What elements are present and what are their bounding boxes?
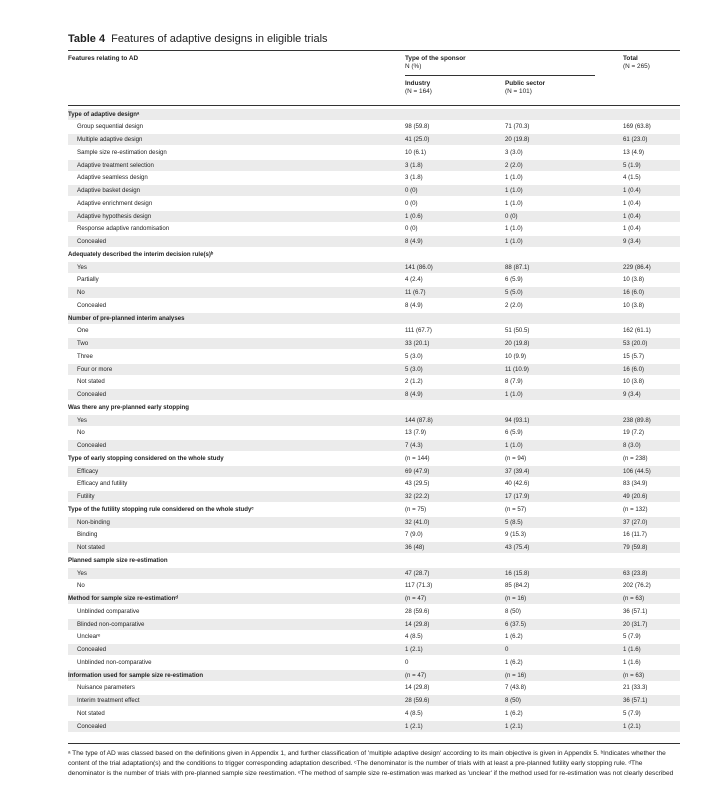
public-cell: 1 (6.2) <box>505 633 523 641</box>
public-cell: 6 (37.5) <box>505 620 527 628</box>
public-cell: 0 <box>505 646 509 653</box>
table-row <box>68 160 680 171</box>
section-label: Type of the futility stopping rule considered on the whole studyᶜ <box>68 505 254 513</box>
row-label: No <box>77 289 85 296</box>
top-rule <box>68 50 680 51</box>
table-row <box>68 478 680 489</box>
total-cell: 5 (7.9) <box>623 709 641 717</box>
table-row <box>68 376 680 387</box>
total-cell: 53 (20.0) <box>623 340 648 347</box>
public-cell: 20 (19.8) <box>505 340 530 347</box>
row-label: Binding <box>77 531 98 539</box>
total-cell: 63 (23.8) <box>623 569 648 577</box>
industry-cell: 0 <box>405 658 409 666</box>
public-cell: 37 (39.4) <box>505 467 530 475</box>
section-row <box>68 555 680 566</box>
total-cell: 5 (7.9) <box>623 633 641 641</box>
row-label: Not stated <box>77 544 105 551</box>
row-label: Nuisance parameters <box>77 684 135 692</box>
public-cell: 8 (50) <box>505 607 521 615</box>
industry-cell: 3 (1.8) <box>405 174 423 182</box>
table-row <box>68 466 680 477</box>
row-label: Not stated <box>77 709 105 717</box>
total-cell: 1 (0.4) <box>623 199 641 207</box>
industry-cell: 4 (2.4) <box>405 276 423 284</box>
row-label: Efficacy <box>77 467 99 475</box>
table-row <box>68 262 680 273</box>
industry-cell: 0 (0) <box>405 225 418 233</box>
table-row <box>68 198 680 209</box>
industry-cell: 144 (87.8) <box>405 416 433 424</box>
industry-cell: 5 (3.0) <box>405 352 423 360</box>
row-label: No <box>77 582 85 590</box>
total-cell: 37 (27.0) <box>623 518 648 526</box>
row-label: Blinded non-comparative <box>77 620 145 628</box>
table-row <box>68 300 680 311</box>
bottom-rule <box>68 743 680 744</box>
industry-cell: (n = 144) <box>405 454 430 462</box>
total-cell: 238 (89.8) <box>623 416 651 424</box>
public-cell: 94 (93.1) <box>505 416 530 424</box>
public-cell: 1 (1.0) <box>505 442 523 449</box>
table-row <box>68 606 680 617</box>
industry-cell: 7 (4.3) <box>405 442 423 449</box>
table-row <box>68 287 680 298</box>
table-row <box>68 542 680 553</box>
industry-cell: 8 (4.9) <box>405 301 423 309</box>
public-cell: 1 (1.0) <box>505 187 523 194</box>
public-cell: 6 (5.9) <box>505 429 523 437</box>
table-row <box>68 440 680 451</box>
public-cell: 16 (15.8) <box>505 569 530 577</box>
header-public: Public sector (N = 101) <box>505 80 546 95</box>
industry-cell: 32 (41.0) <box>405 518 430 526</box>
total-cell: 16 (6.0) <box>623 289 645 296</box>
total-cell: 1 (1.6) <box>623 658 641 666</box>
table-row <box>68 134 680 145</box>
industry-cell: 8 (4.9) <box>405 391 423 398</box>
total-cell: 106 (44.5) <box>623 467 651 475</box>
table-row <box>68 644 680 655</box>
public-cell: (n = 16) <box>505 595 527 602</box>
industry-cell: 0 (0) <box>405 187 418 194</box>
industry-cell: 1 (0.6) <box>405 212 423 220</box>
public-cell: 5 (8.5) <box>505 518 523 526</box>
total-cell: 1 (0.4) <box>623 187 641 194</box>
public-cell: 7 (43.8) <box>505 684 527 692</box>
industry-cell: 33 (20.1) <box>405 340 430 347</box>
industry-cell: (n = 75) <box>405 505 427 513</box>
table-row <box>68 657 680 668</box>
section-label: Number of pre-planned interim analyses <box>68 314 185 322</box>
table-row <box>68 580 680 591</box>
section-label: Was there any pre-planned early stopping <box>68 403 189 411</box>
public-cell: 0 (0) <box>505 212 518 220</box>
total-cell: 162 (61.1) <box>623 327 651 335</box>
total-cell: 36 (57.1) <box>623 697 648 704</box>
public-cell: 1 (2.1) <box>505 722 523 730</box>
row-label: Adaptive basket design <box>77 187 141 194</box>
row-label: Not stated <box>77 378 105 386</box>
row-label: Adaptive seamless design <box>77 174 148 182</box>
table-row <box>68 631 680 642</box>
row-label: Adaptive treatment selection <box>77 161 154 169</box>
table-row <box>68 274 680 285</box>
section-row <box>68 313 680 324</box>
section-label: Information used for sample size re-estimation <box>68 671 204 679</box>
total-cell: 9 (3.4) <box>623 391 641 398</box>
industry-cell: 1 (2.1) <box>405 722 423 730</box>
industry-cell: 141 (86.0) <box>405 263 433 271</box>
table-caption <box>68 33 328 45</box>
table-title: Features of adaptive designs in eligible trials <box>111 33 328 45</box>
table-row <box>68 147 680 158</box>
section-label: Type of adaptive designᵃ <box>68 110 140 118</box>
total-cell: 49 (20.6) <box>623 493 648 500</box>
table-row <box>68 491 680 502</box>
header-sponsor: Type of the sponsor N (%) <box>405 55 466 70</box>
industry-cell: 5 (3.0) <box>405 365 423 373</box>
row-label: Sample size re-estimation design <box>77 148 167 156</box>
total-cell: 19 (7.2) <box>623 429 645 437</box>
public-cell: (n = 57) <box>505 505 527 513</box>
public-cell: 1 (1.0) <box>505 225 523 233</box>
industry-cell: 4 (8.5) <box>405 709 423 717</box>
header-industry: Industry (N = 164) <box>405 80 432 95</box>
industry-cell: 98 (59.8) <box>405 123 430 131</box>
public-cell: 88 (87.1) <box>505 263 530 271</box>
public-cell: 1 (1.0) <box>505 238 523 245</box>
table-row <box>68 325 680 336</box>
row-label: Concealed <box>77 442 107 449</box>
table-row <box>68 529 680 540</box>
public-cell: 85 (84.2) <box>505 582 530 590</box>
row-label: Concealed <box>77 646 107 653</box>
row-label: Non-binding <box>77 518 110 526</box>
industry-cell: 43 (29.5) <box>405 480 430 488</box>
total-cell: 36 (57.1) <box>623 607 648 615</box>
public-cell: 3 (3.0) <box>505 148 523 156</box>
public-cell: 8 (50) <box>505 697 521 704</box>
row-label: Two <box>77 340 89 347</box>
industry-cell: 111 (67.7) <box>405 327 432 335</box>
public-cell: 1 (6.2) <box>505 709 523 717</box>
row-label: Adaptive hypothesis design <box>77 212 152 220</box>
table-row <box>68 223 680 234</box>
public-cell: 1 (6.2) <box>505 658 523 666</box>
total-cell: (n = 63) <box>623 595 645 602</box>
industry-cell: 4 (8.5) <box>405 633 423 641</box>
row-label: Concealed <box>77 301 107 309</box>
public-cell: 51 (50.5) <box>505 327 530 335</box>
row-label: Concealed <box>77 391 107 398</box>
section-row <box>68 670 680 681</box>
sponsor-rule <box>405 75 595 76</box>
row-label: Efficacy and futility <box>77 480 128 488</box>
table-row <box>68 568 680 579</box>
table-row <box>68 338 680 349</box>
row-label: No <box>77 429 85 437</box>
industry-cell: 32 (22.2) <box>405 493 430 500</box>
total-cell: 16 (11.7) <box>623 531 647 539</box>
table-row <box>68 427 680 438</box>
public-cell: 17 (17.9) <box>505 493 530 500</box>
row-label: Partially <box>77 276 99 284</box>
public-cell: 71 (70.3) <box>505 123 530 131</box>
row-label: Concealed <box>77 722 107 730</box>
public-cell: 5 (5.0) <box>505 289 523 296</box>
header-features: Features relating to AD <box>68 55 139 62</box>
table-row <box>68 708 680 719</box>
industry-cell: 8 (4.9) <box>405 238 423 245</box>
section-label: Adequately described the interim decision rule(s)ᵇ <box>68 250 214 258</box>
industry-cell: 11 (6.7) <box>405 289 426 296</box>
total-cell: 15 (5.7) <box>623 352 645 360</box>
table-row <box>68 236 680 247</box>
public-cell: 2 (2.0) <box>505 161 523 169</box>
industry-cell: 47 (28.7) <box>405 569 430 577</box>
total-cell: 10 (3.8) <box>623 301 645 309</box>
table-row <box>68 682 680 693</box>
row-label: Concealed <box>77 238 107 245</box>
table-row <box>68 172 680 183</box>
row-label: Futility <box>77 493 95 500</box>
section-label: Planned sample size re-estimation <box>68 556 168 564</box>
industry-cell: 14 (29.8) <box>405 684 430 692</box>
total-cell: 9 (3.4) <box>623 238 641 245</box>
row-label: Adaptive enrichment design <box>77 199 153 207</box>
industry-cell: (n = 47) <box>405 671 427 679</box>
public-cell: 9 (15.3) <box>505 531 527 539</box>
header-rule <box>68 105 680 106</box>
row-label: Group sequential design <box>77 123 144 131</box>
table-row <box>68 211 680 222</box>
row-label: Yes <box>77 263 87 271</box>
public-cell: 1 (1.0) <box>505 391 523 398</box>
total-cell: 5 (1.9) <box>623 161 641 169</box>
total-cell: (n = 63) <box>623 671 645 679</box>
row-label: One <box>77 327 89 335</box>
public-cell: (n = 16) <box>505 671 527 679</box>
total-cell: 83 (34.9) <box>623 480 648 488</box>
total-cell: 61 (23.0) <box>623 136 648 143</box>
row-label: Unblinded comparative <box>77 607 140 615</box>
row-label: Unclearᵉ <box>77 633 101 641</box>
industry-cell: 28 (59.6) <box>405 697 430 704</box>
total-cell: 13 (4.9) <box>623 148 645 156</box>
section-row <box>68 593 680 604</box>
section-row <box>68 109 680 120</box>
header-total: Total (N = 265) <box>623 55 650 70</box>
table-row <box>68 695 680 706</box>
industry-cell: 36 (48) <box>405 544 425 551</box>
table-row <box>68 721 680 732</box>
row-label: Unblinded non-comparative <box>77 658 152 666</box>
industry-cell: 117 (71.3) <box>405 582 433 590</box>
section-row <box>68 453 680 464</box>
industry-cell: 1 (2.1) <box>405 646 423 653</box>
section-label: Type of early stopping considered on the whole study <box>68 454 224 462</box>
section-row <box>68 249 680 260</box>
table-row <box>68 121 680 132</box>
total-cell: 202 (76.2) <box>623 582 651 590</box>
total-cell: 21 (33.3) <box>623 684 648 692</box>
industry-cell: 14 (29.8) <box>405 620 430 628</box>
industry-cell: 28 (59.6) <box>405 607 430 615</box>
industry-cell: 0 (0) <box>405 199 418 207</box>
public-cell: 6 (5.9) <box>505 276 523 284</box>
table-row <box>68 364 680 375</box>
row-label: Yes <box>77 569 87 577</box>
total-cell: 16 (6.0) <box>623 365 645 373</box>
section-row <box>68 402 680 413</box>
industry-cell: 3 (1.8) <box>405 161 423 169</box>
industry-cell: 7 (9.0) <box>405 531 423 539</box>
table-footnote: ᵃ The type of AD was classed based on the definitions given in Appendix 1, and further classification of 'multiple adaptive design' according to its main objective is given in Appendix 5. ᵇIndicates whether the content of the trial adaptation(s) and the conditions to trigger corresponding adaptation described. ᶜThe denominator is the number of trials with at least a pre-planned futility early stopping rule. ᵈThe denominator is the number of trials with pre-planned sample size reestimation. ᵉThe method of sample size re-estimation was marked as 'unclear' if the method used for re-estimation was not clearly described <box>68 750 674 777</box>
public-cell: 40 (42.6) <box>505 480 530 488</box>
industry-cell: 10 (6.1) <box>405 148 427 156</box>
public-cell: 43 (75.4) <box>505 544 530 551</box>
total-cell: 10 (3.8) <box>623 276 645 284</box>
industry-cell: (n = 47) <box>405 595 427 602</box>
total-cell: 1 (2.1) <box>623 722 641 730</box>
row-label: Multiple adaptive design <box>77 136 143 143</box>
total-cell: 1 (1.6) <box>623 646 641 653</box>
public-cell: 1 (1.0) <box>505 174 523 182</box>
row-label: Four or more <box>77 365 113 373</box>
section-row <box>68 504 680 515</box>
total-cell: 4 (1.5) <box>623 174 641 182</box>
table-row <box>68 415 680 426</box>
table-row <box>68 185 680 196</box>
public-cell: 1 (1.0) <box>505 199 523 207</box>
table-row <box>68 351 680 362</box>
total-cell: 79 (59.8) <box>623 544 648 551</box>
table-row <box>68 517 680 528</box>
row-label: Yes <box>77 416 87 424</box>
total-cell: 1 (0.4) <box>623 212 641 220</box>
table-row <box>68 389 680 400</box>
section-label: Method for sample size re-estimationᵈ <box>68 595 178 602</box>
total-cell: 20 (31.7) <box>623 620 648 628</box>
total-cell: 169 (63.8) <box>623 123 651 131</box>
public-cell: 10 (9.9) <box>505 352 527 360</box>
public-cell: 20 (19.8) <box>505 136 530 143</box>
row-label: Response adaptive randomisation <box>77 225 170 233</box>
total-cell: 8 (3.0) <box>623 442 641 449</box>
industry-cell: 41 (25.0) <box>405 136 430 143</box>
total-cell: 1 (0.4) <box>623 225 641 233</box>
total-cell: (n = 238) <box>623 454 648 462</box>
table-label: Table 4 <box>68 33 106 45</box>
industry-cell: 2 (1.2) <box>405 378 423 386</box>
total-cell: 229 (86.4) <box>623 263 651 271</box>
table-row <box>68 619 680 630</box>
public-cell: 11 (10.9) <box>505 365 529 373</box>
public-cell: 8 (7.9) <box>505 378 523 386</box>
row-label: Interim treatment effect <box>77 697 140 704</box>
industry-cell: 69 (47.9) <box>405 467 430 475</box>
total-cell: 10 (3.8) <box>623 378 645 386</box>
public-cell: 2 (2.0) <box>505 301 523 309</box>
public-cell: (n = 94) <box>505 454 527 462</box>
total-cell: (n = 132) <box>623 505 648 513</box>
row-label: Three <box>77 352 93 360</box>
industry-cell: 13 (7.9) <box>405 429 427 437</box>
